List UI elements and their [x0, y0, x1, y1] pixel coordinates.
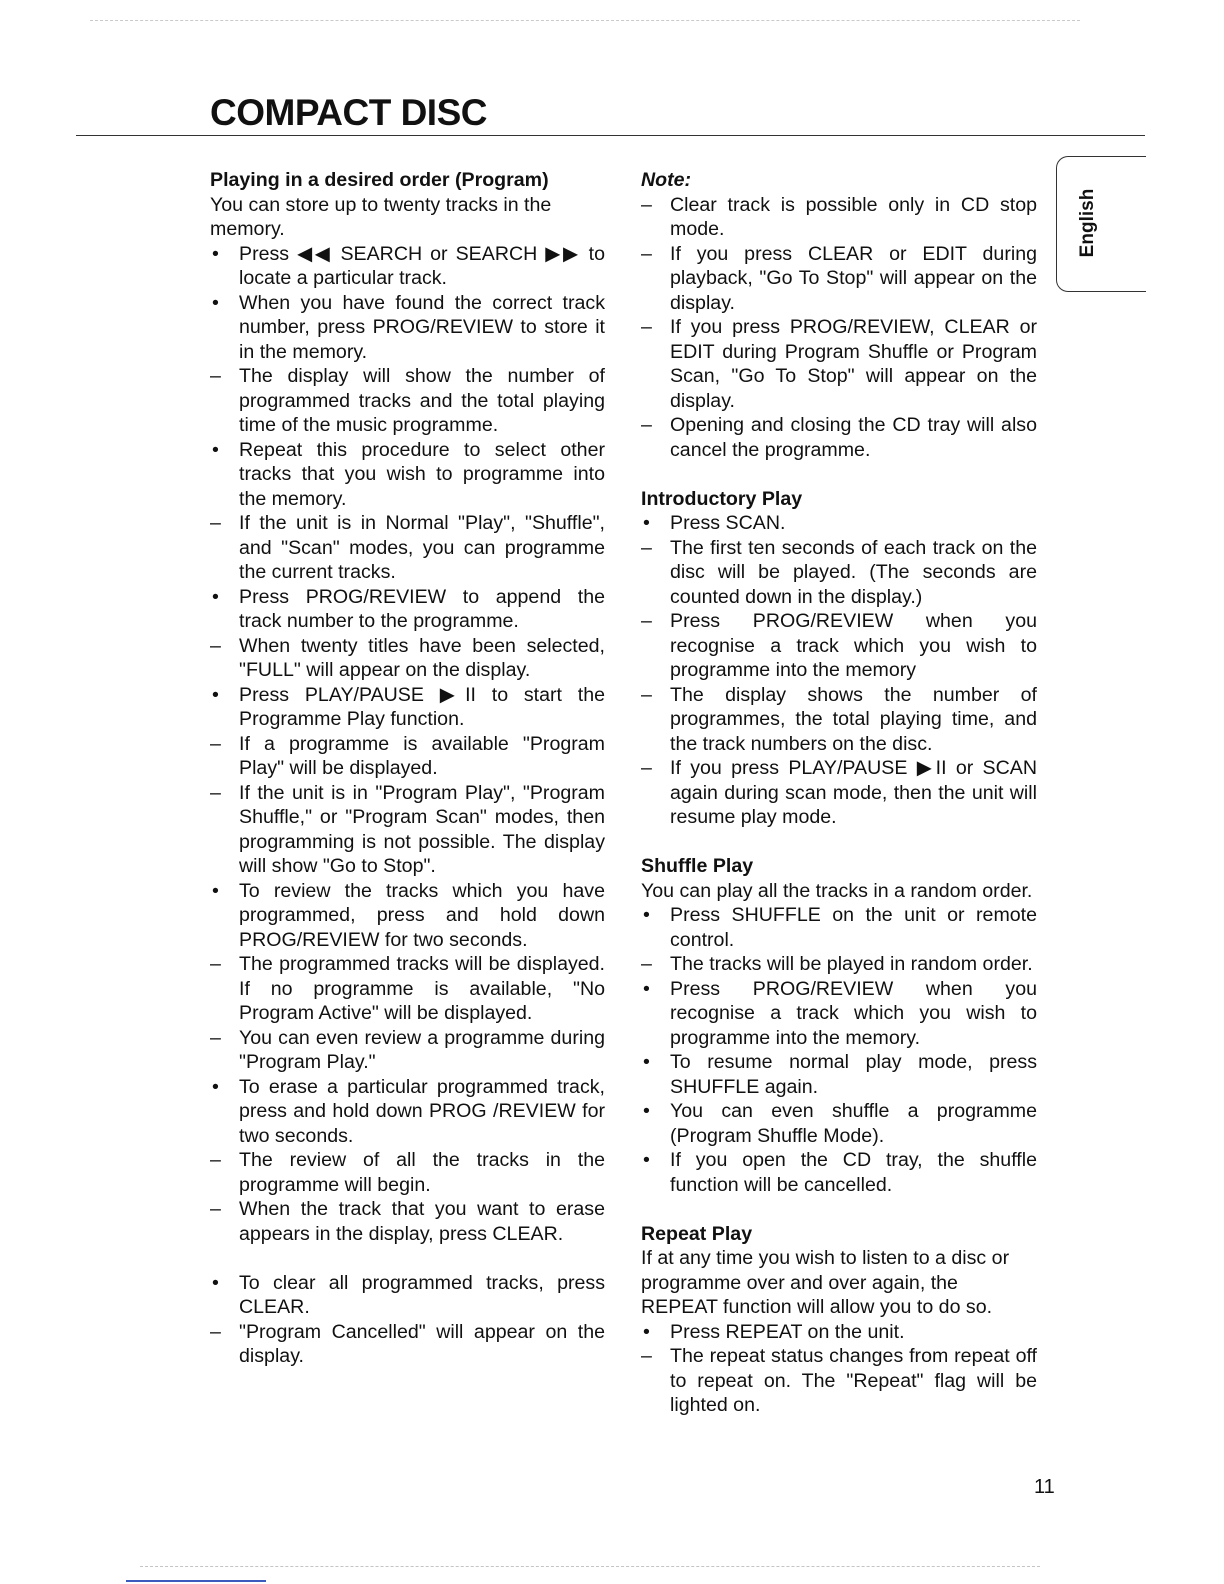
list-item	[641, 315, 1037, 413]
bullet-marker: •	[212, 291, 219, 314]
spacer	[641, 462, 1037, 487]
bullet-marker: •	[212, 242, 219, 265]
list-item-text: To erase a particular programmed track, press and hold down PROG /REVIEW for two seconds.	[239, 1075, 605, 1147]
list-item-text: Press ◀◀ SEARCH or SEARCH ▶▶ to locate a particular track.	[239, 242, 605, 289]
list-item	[641, 1148, 1037, 1197]
list-item	[210, 585, 605, 634]
section-heading-repeat-play: Repeat Play	[641, 1222, 753, 1245]
dash-marker: –	[210, 1149, 221, 1171]
repeat-play-intro: If at any time you wish to listen to a disc or programme over and over again, the REPEAT function will allow you to do so.	[641, 1247, 1010, 1318]
list-item-text: If the unit is in "Program Play", "Program Shuffle," or "Program Scan" modes, then programming is not possible. The display will show "Go to Stop".	[239, 781, 605, 877]
dash-marker: –	[210, 1198, 221, 1220]
list-item	[210, 291, 605, 365]
dash-marker: –	[641, 242, 652, 265]
spacer	[641, 830, 1037, 855]
section-heading-introductory-play: Introductory Play	[641, 487, 803, 510]
dash-marker: –	[210, 512, 221, 534]
list-item	[641, 756, 1037, 830]
list-item-text: When the track that you want to erase appears in the display, press CLEAR.	[239, 1198, 605, 1245]
bullet-marker: •	[643, 1320, 650, 1343]
dash-marker: –	[641, 316, 652, 338]
list-item	[210, 1320, 605, 1369]
dash-marker: –	[210, 953, 221, 975]
bullet-marker: •	[643, 1149, 650, 1171]
list-item	[210, 1075, 605, 1149]
list-item-text: If a programme is available "Program Play" will be displayed.	[239, 732, 605, 779]
list-item	[641, 1320, 1037, 1345]
list-item-text: The review of all the tracks in the programme will begin.	[239, 1149, 605, 1196]
list-item-text: The display will show the number of programmed tracks and the total playing time of the music programme.	[239, 365, 605, 436]
page-title: COMPACT DISC	[210, 92, 487, 133]
list-item	[641, 1344, 1037, 1418]
list-item	[210, 1197, 605, 1246]
dash-marker: –	[641, 757, 652, 779]
list-item-text: You can even shuffle a programme (Program Shuffle Mode).	[670, 1100, 1037, 1147]
list-item-text: To review the tracks which you have programmed, press and hold down PROG/REVIEW for two seconds.	[239, 879, 605, 951]
program-steps-list	[210, 242, 605, 1247]
list-item	[641, 903, 1037, 952]
dash-marker: –	[210, 781, 221, 804]
dash-marker: –	[210, 365, 221, 387]
dash-marker: –	[641, 610, 652, 632]
dash-marker: –	[641, 193, 652, 216]
bullet-marker: •	[212, 585, 219, 608]
list-item-text: To clear all programmed tracks, press CLEAR.	[239, 1271, 605, 1318]
list-item	[641, 683, 1037, 757]
list-item	[641, 413, 1037, 462]
list-item-text: If you press PLAY/PAUSE ▶II or SCAN again during scan mode, then the unit will resume play mode.	[670, 757, 1037, 828]
list-item-text: If you press PROG/REVIEW, CLEAR or EDIT during Program Shuffle or Program Scan, "Go To Stop" will appear on the display.	[670, 316, 1037, 412]
list-item-text: When twenty titles have been selected, "FULL" will appear on the display.	[239, 634, 605, 681]
list-item	[641, 609, 1037, 683]
list-item-text: Press PROG/REVIEW to append the track number to the programme.	[239, 585, 605, 632]
list-item	[210, 438, 605, 512]
list-item-text: When you have found the correct track number, press PROG/REVIEW to store it in the memory.	[239, 291, 605, 363]
list-item	[210, 781, 605, 879]
list-item-text: To resume normal play mode, press SHUFFLE again.	[670, 1051, 1037, 1098]
dash-marker: –	[641, 414, 652, 436]
list-item	[641, 1099, 1037, 1148]
list-item-text: The repeat status changes from repeat off to repeat on. The "Repeat" flag will be lighted on.	[670, 1345, 1037, 1416]
bullet-marker: •	[212, 879, 219, 902]
page-number: 11	[1034, 1476, 1055, 1498]
list-item-text: The display shows the number of programmes, the total playing time, and the track numbers on the disc.	[670, 683, 1037, 755]
list-item-text: The programmed tracks will be displayed. If no programme is available, "No Program Active" will be displayed.	[239, 953, 605, 1024]
bullet-marker: •	[643, 512, 650, 534]
list-item-text: If you open the CD tray, the shuffle function will be cancelled.	[670, 1149, 1037, 1196]
bullet-marker: •	[643, 904, 650, 926]
right-column	[641, 168, 1037, 1418]
list-item	[210, 511, 605, 585]
dash-marker: –	[210, 1026, 221, 1049]
list-item	[210, 242, 605, 291]
shuffle-play-list	[641, 903, 1037, 1197]
list-item-text: Press PROG/REVIEW when you recognise a track which you wish to programme into the memory	[670, 610, 1037, 681]
section-heading-shuffle-play: Shuffle Play	[641, 855, 754, 877]
bullet-marker: •	[643, 1100, 650, 1122]
section-heading-program: Playing in a desired order (Program)	[210, 169, 549, 191]
list-item	[210, 1026, 605, 1075]
list-item	[641, 977, 1037, 1051]
list-item	[210, 1271, 605, 1320]
list-item-text: Clear track is possible only in CD stop mode.	[670, 193, 1037, 240]
list-item-text: Press REPEAT on the unit.	[670, 1320, 905, 1343]
list-item-text: Press PLAY/PAUSE ▶II to start the Programme Play function.	[239, 683, 605, 730]
list-item-text: "Program Cancelled" will appear on the display.	[239, 1320, 605, 1367]
list-item	[641, 536, 1037, 610]
list-item	[210, 879, 605, 953]
program-intro: You can store up to twenty tracks in the memory.	[210, 193, 552, 240]
list-item	[210, 1148, 605, 1197]
list-item	[210, 634, 605, 683]
title-rule	[76, 135, 1145, 136]
list-item	[641, 242, 1037, 316]
list-item	[641, 511, 1037, 536]
list-item-text: Repeat this procedure to select other tracks that you wish to programme into the memory.	[239, 438, 605, 510]
bullet-marker: •	[212, 438, 219, 461]
dash-marker: –	[210, 732, 221, 755]
list-item-text: The tracks will be played in random order.	[670, 953, 1033, 975]
spacer	[641, 1197, 1037, 1222]
dash-marker: –	[210, 634, 221, 657]
dash-marker: –	[641, 953, 652, 975]
list-item-text: The first ten seconds of each track on the disc will be played. (The seconds are counted down in the display.)	[670, 536, 1037, 608]
list-item-text: Press PROG/REVIEW when you recognise a track which you wish to programme into the memory.	[670, 977, 1037, 1049]
list-item-text: Opening and closing the CD tray will also cancel the programme.	[670, 414, 1037, 461]
bullet-marker: •	[212, 1271, 219, 1294]
list-item	[210, 952, 605, 1026]
list-item-text: Press SCAN.	[670, 512, 786, 534]
bullet-marker: •	[643, 977, 650, 1000]
scan-artifact-mark	[126, 1580, 266, 1582]
dash-marker: –	[641, 1345, 652, 1367]
list-item	[210, 364, 605, 438]
list-item	[641, 193, 1037, 242]
list-item	[210, 683, 605, 732]
list-item	[210, 732, 605, 781]
list-item-text: If the unit is in Normal "Play", "Shuffle", and "Scan" modes, you can programme the current tracks.	[239, 512, 605, 583]
spacer	[210, 1246, 605, 1271]
note-list	[641, 193, 1037, 463]
list-item-text: Press SHUFFLE on the unit or remote control.	[670, 904, 1037, 951]
left-column	[210, 168, 605, 1369]
dash-marker: –	[641, 683, 652, 706]
list-item-text: If you press CLEAR or EDIT during playback, "Go To Stop" will appear on the display.	[670, 242, 1037, 314]
dash-marker: –	[641, 536, 652, 559]
list-item-text: You can even review a programme during "Program Play."	[239, 1026, 605, 1073]
scan-artifact-top	[90, 6, 1080, 21]
language-tab-label: English	[1077, 188, 1098, 258]
section-heading-note: Note:	[641, 169, 692, 191]
bullet-marker: •	[643, 1051, 650, 1073]
list-item	[641, 1050, 1037, 1099]
dash-marker: –	[210, 1320, 221, 1343]
bullet-marker: •	[212, 1075, 219, 1098]
introductory-play-list	[641, 511, 1037, 830]
shuffle-play-intro: You can play all the tracks in a random order.	[641, 879, 1033, 902]
list-item	[641, 952, 1037, 977]
language-tab	[1056, 156, 1146, 292]
repeat-play-list	[641, 1320, 1037, 1418]
scan-artifact-bottom	[140, 1566, 1040, 1573]
bullet-marker: •	[212, 683, 219, 706]
program-clear-steps-list	[210, 1271, 605, 1369]
